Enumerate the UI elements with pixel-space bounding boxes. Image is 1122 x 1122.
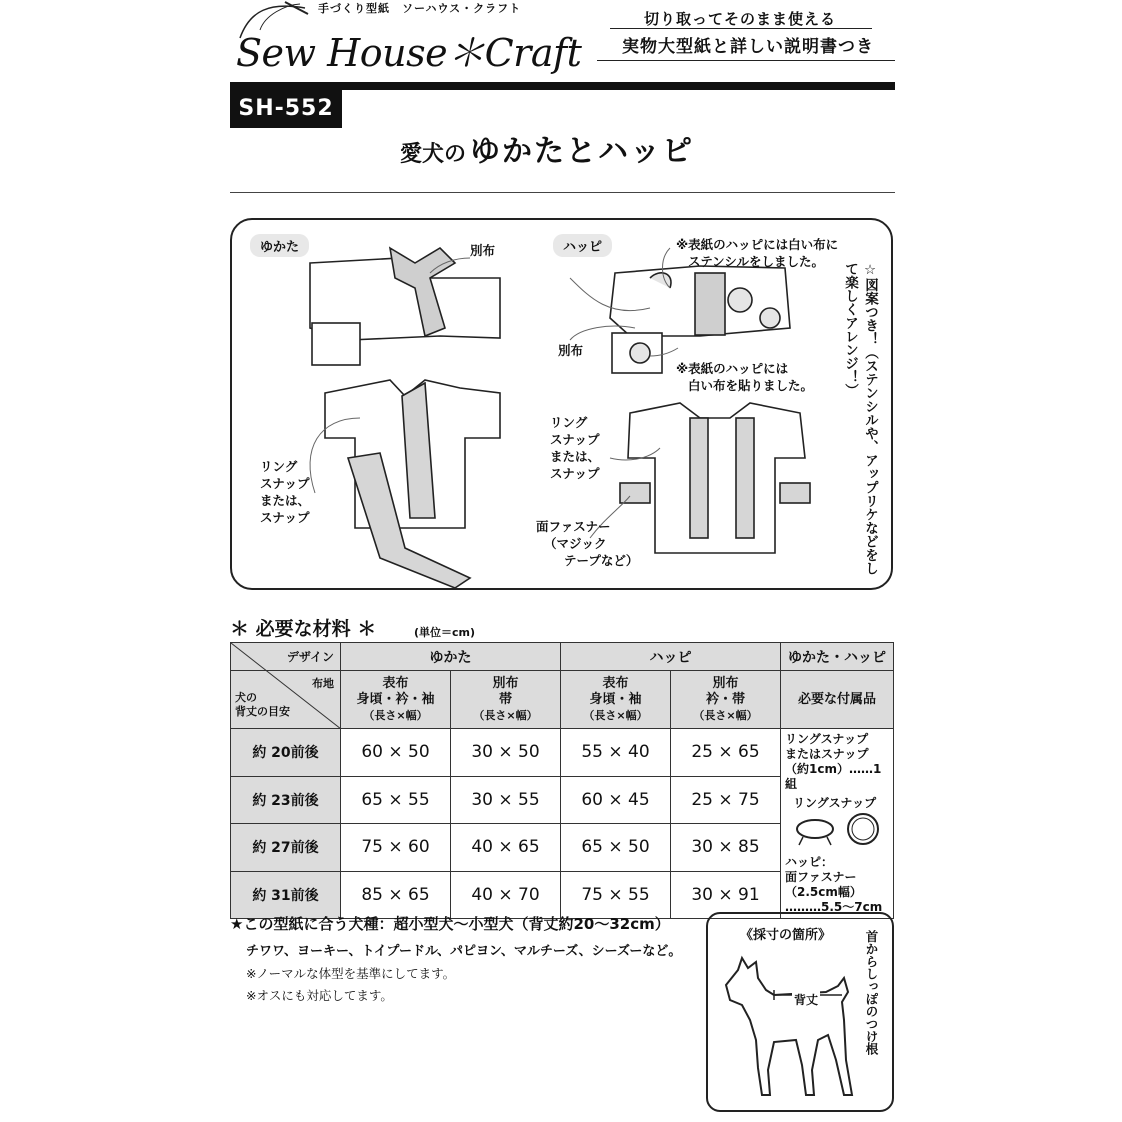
table-cell: 75 × 55 [561,871,671,919]
row-size-31: 約 31前後 [231,871,341,919]
table-cell: 55 × 40 [561,729,671,777]
happi-stencil-line-2: ステンシルをしました。 [688,254,825,269]
happi-fastener-line-3: テープなど） [564,553,639,568]
happi-stencil-note [676,236,838,270]
page-title [400,126,694,170]
acc-line-1: リングスナップ [785,732,869,746]
happi-snap-line-3: または、 [550,449,601,464]
title-prefix: 愛犬の [400,142,467,167]
measure-title: 《採寸の箇所》 [740,928,832,943]
col-0-l3: （長さ×幅） [363,708,428,722]
table-cell: 65 × 55 [341,776,451,824]
back-length-label: 背丈 [794,993,819,1007]
ring-snap-icon [785,811,885,851]
table-cell: 85 × 65 [341,871,451,919]
acc-line-3: （約1cm）……1組 [785,762,882,791]
table-cell: 25 × 75 [671,776,781,824]
design-vertical-note: ☆図案つき！（ステンシルや、アップリケなどをして楽しくアレンジ！） [842,262,878,575]
col-3-l2: 衿・帯 [705,691,745,707]
happi-stencil-line-1: ※表紙のハッピには白い布に [676,237,839,252]
both-header: ゆかた・ハッピ [781,643,894,671]
pattern-code: SH-552 [230,90,342,128]
col-1-l2: 帯 [498,691,512,707]
table-cell: 60 × 50 [341,729,451,777]
table-cell: 65 × 50 [561,824,671,872]
col-happi-omote [561,671,671,729]
fit-title: ★この型紙に合う犬種：超小型犬〜小型犬（背丈約20〜32cm） [230,915,670,933]
yukata-header: ゆかた [341,643,561,671]
yukata-snap-line-4: スナップ [260,510,310,525]
happi-snap-line-1: リング [550,415,588,430]
row-size-23: 約 23前後 [231,776,341,824]
table-cell: 30 × 50 [451,729,561,777]
table-cell: 40 × 70 [451,871,561,919]
acc-line-2: またはスナップ [785,747,869,761]
yukata-snap-line-2: スナップ [260,476,310,491]
happi-header: ハッピ [561,643,781,671]
table-cell: 40 × 65 [451,824,561,872]
table-cell: 30 × 91 [671,871,781,919]
tagline-underline [597,60,895,61]
brand-small-text: 手づくり型紙 ソーハウス・クラフト [318,2,522,15]
yukata-snap-line-1: リング [260,459,298,474]
happi-white-cloth-note [676,360,813,394]
col-happi-betsu [671,671,781,729]
fabric-header: 布地 [312,677,334,690]
row-size-20: 約 20前後 [231,729,341,777]
table-cell: 30 × 85 [671,824,781,872]
tagline-2: 実物大型紙と詳しい説明書つき [622,37,874,57]
table-cell: 25 × 65 [671,729,781,777]
tagline-divider [610,28,872,29]
happi-white-line-2: 白い布を貼りました。 [688,378,814,393]
col-0-l2: 身頃・衿・袖 [356,691,435,707]
happi-snap-note [550,414,620,482]
col-3-l1: 別布 [712,675,739,691]
acc-line-4: リングスナップ [793,796,877,810]
happi-snap-line-4: スナップ [550,466,600,481]
yukata-label: ゆかた [250,234,309,257]
happi-snap-line-2: スナップ [550,432,600,447]
yukata-betsununo-label: 別布 [470,243,496,258]
materials-title: ＊ 必要な材料 ＊ [230,618,377,640]
col-1-l3: （長さ×幅） [473,708,538,722]
acc-line-6: 面ファスナー [785,870,857,884]
fit-note-2: ※オスにも対応してます。 [246,988,393,1003]
header-bar [230,82,895,90]
dog-back-line-1: 犬の [235,691,257,704]
col-1-l1: 別布 [492,675,519,691]
measure-vertical-label: 首からしっぽのつけ根 [864,930,879,1055]
materials-table [230,642,894,919]
happi-betsununo-label: 別布 [558,343,584,358]
acc-line-7: （2.5cm幅） [785,885,862,899]
happi-fastener-line-1: 面ファスナー [536,519,611,534]
col-yukata-omote [341,671,451,729]
col-2-l2: 身頃・袖 [589,691,642,707]
materials-unit: (単位＝cm) [414,626,476,639]
title-rule [230,192,895,193]
col-accessories: 必要な付属品 [781,671,894,729]
happi-label: ハッピ [553,234,612,257]
col-3-l3: （長さ×幅） [693,708,758,722]
table-cell: 30 × 55 [451,776,561,824]
title-main: ゆかたとハッピ [470,134,695,169]
row-size-27: 約 27前後 [231,824,341,872]
happi-white-line-1: ※表紙のハッピには [676,361,789,376]
dog-silhouette-icon [716,950,856,1105]
table-cell: 75 × 60 [341,824,451,872]
design-header-cell [231,643,341,671]
dog-back-line-2: 背丈の目安 [235,705,290,718]
brand-logo: Sew House＊Craft [236,31,582,75]
tagline-1: 切り取ってそのまま使える [643,10,836,28]
fit-note-1: ※ノーマルな体型を基準にしてます。 [246,966,456,981]
happi-fastener-line-2: （マジック [544,536,607,551]
table-cell: 60 × 45 [561,776,671,824]
accessories-cell [781,729,894,919]
yukata-snap-note [260,458,340,526]
col-yukata-betsu [451,671,561,729]
acc-line-5: ハッピ： [785,855,834,869]
col-0-l1: 表布 [382,675,409,691]
happi-fastener-note [536,518,638,569]
yukata-snap-line-3: または、 [260,493,311,508]
fit-breeds: チワワ、ヨーキー、トイプードル、パピヨン、マルチーズ、シーズーなど。 [246,944,682,959]
acc-line-8: ………5.5〜7cm [785,900,883,914]
col-2-l1: 表布 [602,675,629,691]
design-header: デザイン [286,650,334,664]
col-2-l3: （長さ×幅） [583,708,648,722]
